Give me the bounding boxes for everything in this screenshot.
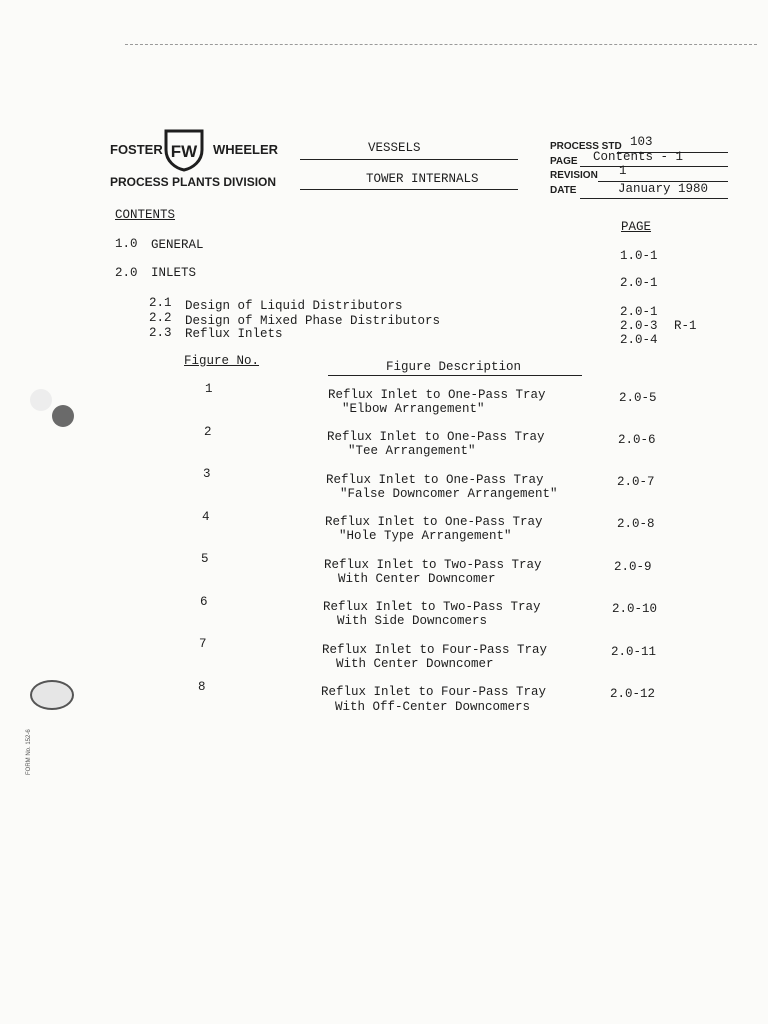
figure-description-rule <box>328 375 582 376</box>
subject-vessels: VESSELS <box>368 141 421 155</box>
figure-description-line1: Reflux Inlet to Two-Pass Tray <box>324 558 542 572</box>
revision-value: 1 <box>619 164 627 178</box>
subsection-page: 2.0-3 <box>620 319 658 333</box>
figure-description-line1: Reflux Inlet to One-Pass Tray <box>325 515 543 529</box>
figure-number: 1 <box>205 382 213 396</box>
company-name-left: FOSTER <box>110 142 163 157</box>
subject-tower-internals: TOWER INTERNALS <box>366 172 479 186</box>
subsection-number: 2.2 <box>149 311 172 325</box>
figure-description-line1: Reflux Inlet to Four-Pass Tray <box>322 643 548 657</box>
figure-description-line2: With Center Downcomer <box>336 657 494 671</box>
figure-number: 2 <box>204 425 212 439</box>
process-std-value: 103 <box>630 135 653 149</box>
figure-description-heading: Figure Description <box>386 360 522 374</box>
punch-hole-top <box>30 389 52 411</box>
subsection-title: Design of Liquid Distributors <box>185 299 403 313</box>
section-page: 2.0-1 <box>620 276 658 290</box>
section-title: GENERAL <box>151 238 204 252</box>
company-name-right: WHEELER <box>213 142 278 157</box>
subject-rule-1 <box>300 159 518 160</box>
subsection-number: 2.3 <box>149 326 172 340</box>
figure-description-line2: "Elbow Arrangement" <box>342 402 485 416</box>
page-value: Contents - 1 <box>593 150 684 164</box>
fw-logo-letters: FW <box>170 142 198 161</box>
figure-description-line1: Reflux Inlet to One-Pass Tray <box>326 473 544 487</box>
figure-page: 2.0-5 <box>619 391 657 405</box>
figure-number-heading: Figure No. <box>184 354 260 368</box>
section-title: INLETS <box>151 266 197 280</box>
scan-top-rule <box>125 44 757 45</box>
contents-heading: CONTENTS <box>115 208 176 222</box>
form-margin-note: FORM No. 152-6 <box>26 729 32 775</box>
subject-rule-2 <box>300 189 518 190</box>
figure-number: 4 <box>202 510 210 524</box>
figure-description-line2: "Tee Arrangement" <box>348 444 476 458</box>
figure-number: 8 <box>198 680 206 694</box>
figure-page: 2.0-11 <box>611 645 657 659</box>
process-std-label: PROCESS STD <box>550 141 622 152</box>
figure-page: 2.0-12 <box>610 687 656 701</box>
figure-description-line1: Reflux Inlet to Two-Pass Tray <box>323 600 541 614</box>
page-label: PAGE <box>550 156 578 167</box>
date-label: DATE <box>550 185 577 196</box>
division-name: PROCESS PLANTS DIVISION <box>110 175 277 189</box>
subsection-number: 2.1 <box>149 296 172 310</box>
figure-description-line1: Reflux Inlet to Four-Pass Tray <box>321 685 547 699</box>
subsection-title: Reflux Inlets <box>185 327 283 341</box>
page-rule <box>580 166 728 167</box>
figure-description-line2: "False Downcomer Arrangement" <box>340 487 558 501</box>
figure-page: 2.0-8 <box>617 517 655 531</box>
figure-description-line2: "Hole Type Arrangement" <box>339 529 512 543</box>
date-value: January 1980 <box>618 182 709 196</box>
figure-description-line2: With Side Downcomers <box>337 614 488 628</box>
section-number: 2.0 <box>115 266 138 280</box>
figure-number: 5 <box>201 552 209 566</box>
section-page: 1.0-1 <box>620 249 658 263</box>
subsection-page: 2.0-1 <box>620 305 658 319</box>
subsection-title: Design of Mixed Phase Distributors <box>185 314 441 328</box>
subsection-page: 2.0-4 <box>620 333 658 347</box>
punch-hole-top-shadow <box>52 405 74 427</box>
page-column-heading: PAGE <box>621 220 652 234</box>
figure-description-line1: Reflux Inlet to One-Pass Tray <box>327 430 545 444</box>
figure-description-line1: Reflux Inlet to One-Pass Tray <box>328 388 546 402</box>
figure-number: 7 <box>199 637 207 651</box>
revision-mark: R-1 <box>674 319 697 333</box>
fw-logo-icon <box>163 128 205 172</box>
figure-number: 6 <box>200 595 208 609</box>
figure-description-line2: With Off-Center Downcomers <box>335 700 531 714</box>
figure-page: 2.0-9 <box>614 560 652 574</box>
date-rule <box>580 198 728 199</box>
figure-page: 2.0-10 <box>612 602 658 616</box>
fw-logo <box>163 128 205 172</box>
figure-page: 2.0-7 <box>617 475 655 489</box>
punch-hole-bottom <box>30 680 74 710</box>
section-number: 1.0 <box>115 237 138 251</box>
figure-description-line2: With Center Downcomer <box>338 572 496 586</box>
revision-label: REVISION <box>550 170 598 181</box>
figure-number: 3 <box>203 467 211 481</box>
figure-page: 2.0-6 <box>618 433 656 447</box>
